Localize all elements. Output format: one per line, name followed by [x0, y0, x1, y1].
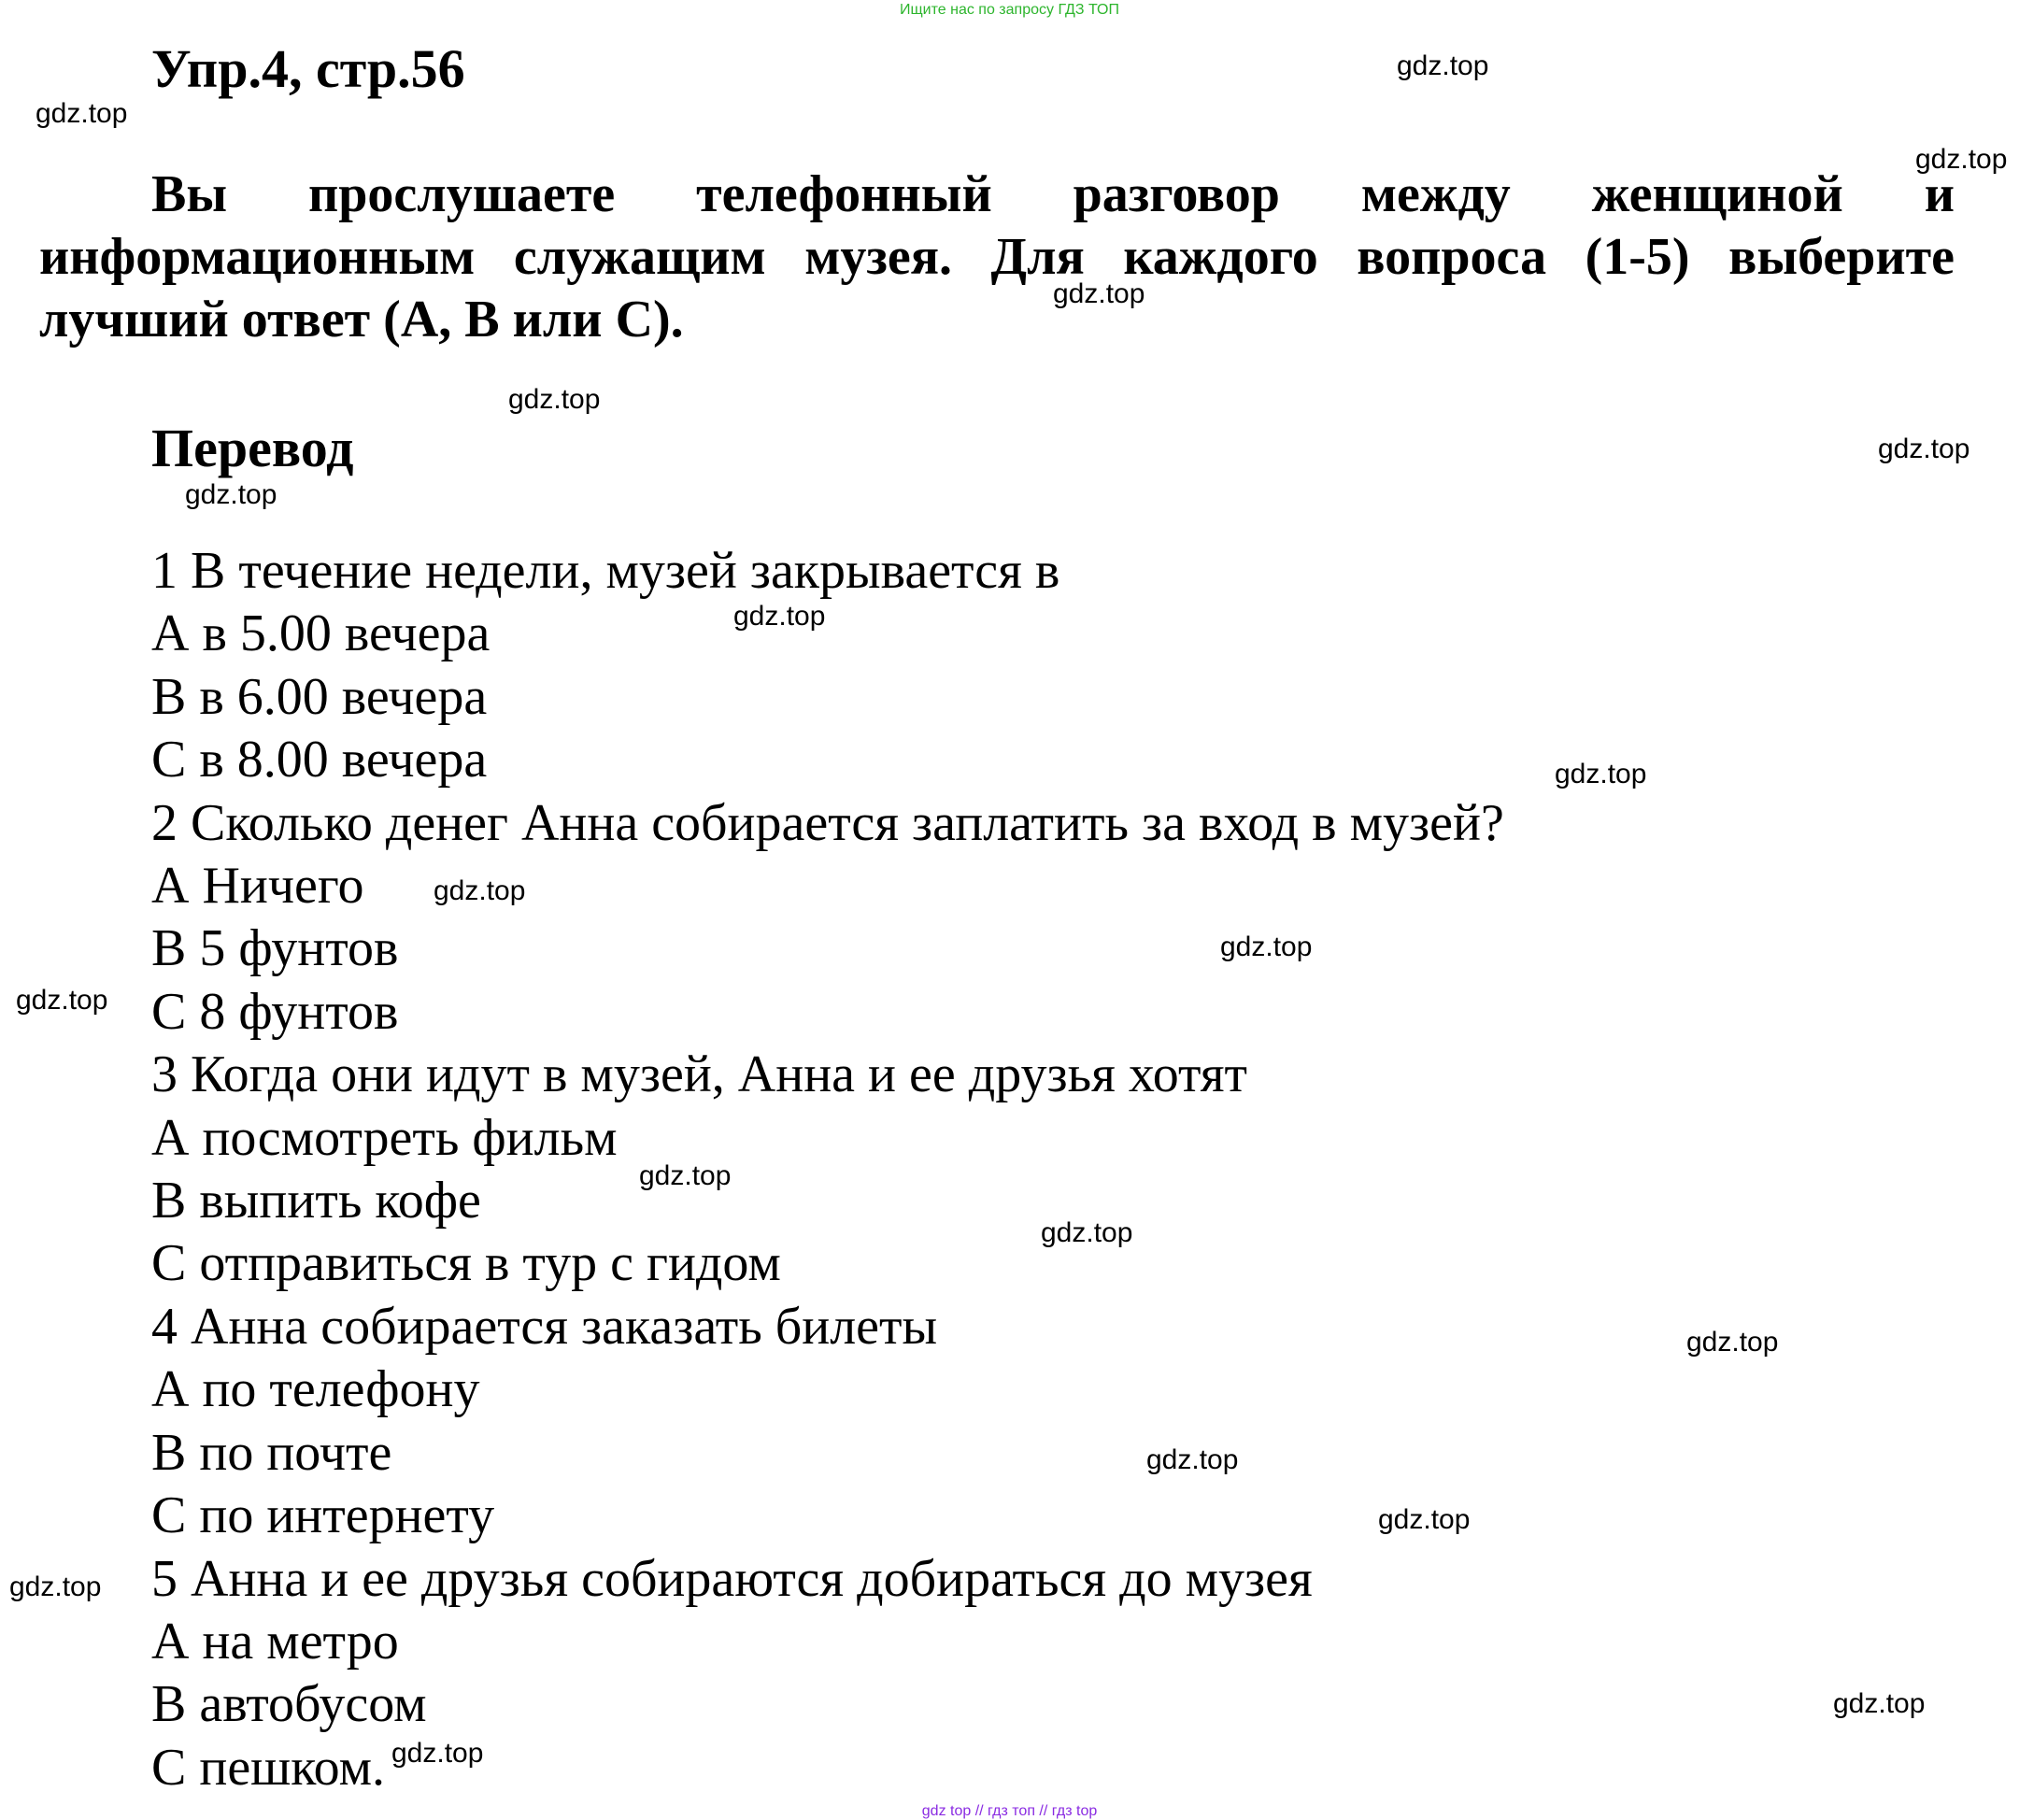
answer-5c: С пешком. — [151, 1738, 386, 1797]
watermark: gdz.top — [1686, 1327, 1779, 1358]
watermark: gdz.top — [1220, 931, 1313, 962]
watermark: gdz.top — [434, 875, 526, 906]
question-1: 1 В течение недели, музей закрывается в — [151, 542, 1060, 600]
answer-3b: В выпить кофе — [151, 1172, 481, 1230]
answer-1b: В в 6.00 вечера — [151, 667, 488, 726]
question-list — [151, 540, 1504, 1799]
question-5: 5 Анна и ее друзья собираются добираться до музея — [151, 1549, 1313, 1608]
answer-5a: А на метро — [151, 1612, 399, 1671]
translation-title: Перевод — [151, 418, 354, 478]
watermark: gdz.top — [185, 479, 277, 510]
question-3: 3 Когда они идут в музей, Анна и ее друзья хотят — [151, 1045, 1247, 1104]
watermark: gdz.top — [1397, 50, 1489, 81]
answer-2b: В 5 фунтов — [151, 919, 399, 978]
answer-3a: А посмотреть фильм — [151, 1108, 618, 1167]
answer-1a: А в 5.00 вечера — [151, 604, 491, 663]
watermark: gdz.top — [1833, 1688, 1926, 1719]
answer-4c: С по интернету — [151, 1486, 495, 1545]
question-4: 4 Анна собирается заказать билеты — [151, 1297, 938, 1356]
answer-1c: С в 8.00 вечера — [151, 731, 488, 789]
question-2: 2 Сколько денег Анна собирается заплатить за вход в музей? — [151, 793, 1504, 852]
instruction-text: Вы прослушаете телефонный разговор между женщиной и информационным служащим музея. Для каждого вопроса (1-5) выберите лучший ответ (А, В или С). — [39, 165, 1955, 348]
watermark: gdz.top — [1053, 278, 1145, 309]
exercise-header: Упр.4, стр.56 — [151, 38, 465, 99]
watermark: gdz.top — [1915, 144, 2008, 175]
watermark: gdz.top — [16, 985, 108, 1016]
watermark: gdz.top — [1041, 1217, 1133, 1248]
watermark: gdz.top — [36, 98, 128, 129]
answer-2a: А Ничего — [151, 857, 364, 916]
watermark: gdz.top — [733, 601, 826, 632]
watermark: gdz.top — [1146, 1444, 1239, 1475]
watermark: gdz.top — [391, 1738, 484, 1769]
watermark: gdz.top — [1878, 434, 1970, 464]
bottom-note: gdz top // гдз топ // гдз top — [921, 1803, 1098, 1819]
watermark: gdz.top — [9, 1571, 102, 1602]
watermark: gdz.top — [639, 1160, 732, 1191]
answer-4a: А по телефону — [151, 1360, 480, 1419]
answer-3c: С отправиться в тур с гидом — [151, 1234, 781, 1293]
answer-4b: В по почте — [151, 1423, 392, 1482]
watermark: gdz.top — [508, 384, 601, 415]
watermark: gdz.top — [1555, 759, 1647, 789]
top-note: Ищите нас по запросу ГДЗ ТОП — [900, 2, 1119, 18]
watermark: gdz.top — [1378, 1504, 1471, 1535]
answer-2c: С 8 фунтов — [151, 982, 399, 1041]
answer-5b: В автобусом — [151, 1675, 427, 1734]
